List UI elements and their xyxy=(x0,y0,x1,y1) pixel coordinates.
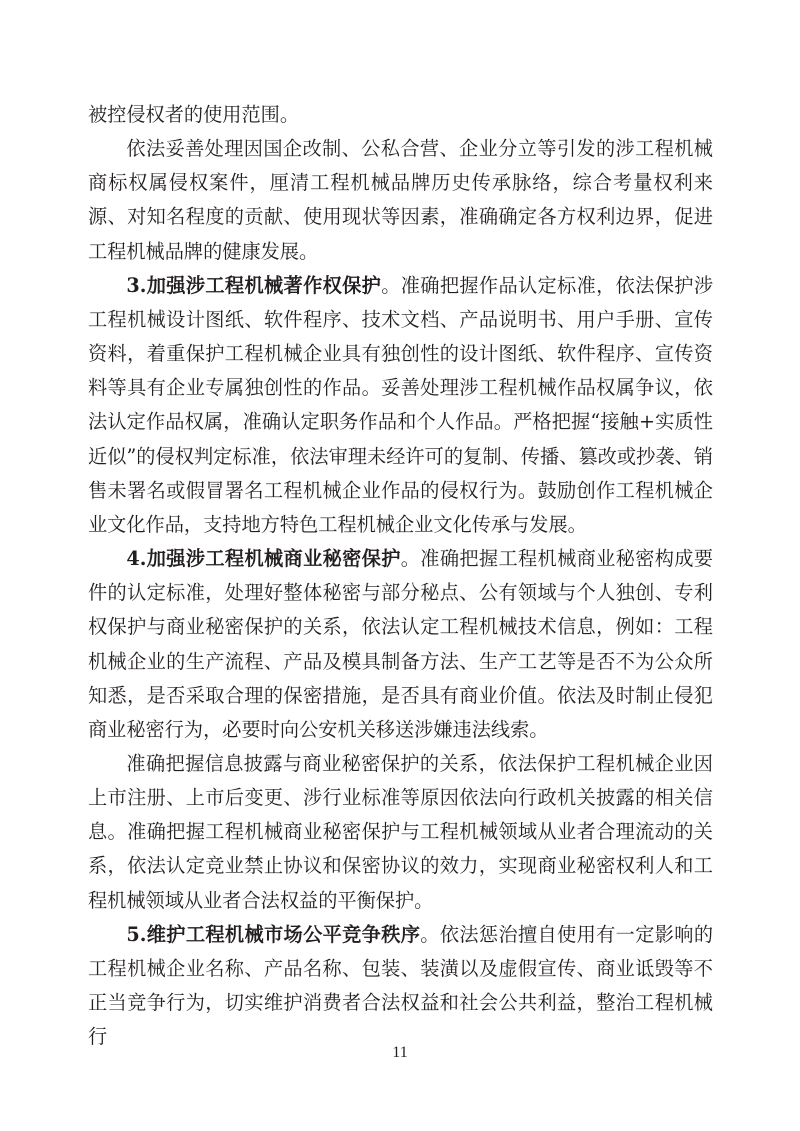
section-heading: 5.维护工程机械市场公平竞争秩序 xyxy=(126,922,421,946)
paragraph-competition xyxy=(88,918,713,1055)
paragraph-2 xyxy=(88,132,713,269)
body-text xyxy=(88,98,713,1054)
paragraph-trade-secret xyxy=(88,542,713,747)
paragraph-1 xyxy=(88,98,713,132)
section-heading: 3.加强涉工程机械著作权保护 xyxy=(126,273,382,297)
section-heading: 4.加强涉工程机械商业秘密保护 xyxy=(126,547,401,571)
paragraph-text: 。准确把握工程机械商业秘密构成要件的认定标准，处理好整体秘密与部分秘点、公有领域与个人独创、专利权保护与商业秘密保护的关系，依法认定工程机械技术信息，例如：工程机械企业的生产流程、产品及模具制备方法、生产工艺等是否不为公众所知悉，是否采取合理的保密措施，是否具有商业价值。依法及时制止侵犯商业秘密行为，必要时向公安机关移送涉嫌违法线索。 xyxy=(88,547,714,741)
paragraph-text: 依法妥善处理因国企改制、公私合营、企业分立等引发的涉工程机械商标权属侵权案件，厘清工程机械品牌历史传承脉络，综合考量权利来源、对知名程度的贡献、使用现状等因素，准确确定各方权利边界，促进工程机械品牌的健康发展。 xyxy=(88,137,713,263)
paragraph-disclosure xyxy=(88,747,713,918)
paragraph-text: 准确把握信息披露与商业秘密保护的关系，依法保护工程机械企业因上市注册、上市后变更、涉行业标准等原因依法向行政机关披露的相关信息。准确把握工程机械商业秘密保护与工程机械领域从业者合理流动的关系，依法认定竞业禁止协议和保密协议的效力，实现商业秘密权利人和工程机械领域从业者合法权益的平衡保护。 xyxy=(88,751,713,912)
paragraph-text: 被控侵权者的使用范围。 xyxy=(88,103,300,126)
paragraph-text: 。准确把握作品认定标准，依法保护涉工程机械设计图纸、软件程序、技术文档、产品说明书、用户手册、宣传资料，着重保护工程机械企业具有独创性的设计图纸、软件程序、宣传资料等具有企业专属独创性的作品。妥善处理涉工程机械作品权属争议，依法认定作品权属，准确认定职务作品和个人作品。严格把握“接触+实质性近似”的侵权判定标准，依法审理未经许可的复制、传播、篡改或抄袭、销售未署名或假冒署名工程机械企业作品的侵权行为。鼓励创作工程机械企业文化作品，支持地方特色工程机械企业文化传承与发展。 xyxy=(88,273,714,536)
page-number: 11 xyxy=(392,1044,408,1061)
paragraph-copyright xyxy=(88,269,713,542)
paragraph-text: 。依法惩治擅自使用有一定影响的工程机械企业名称、产品名称、包装、装潢以及虚假宣传、商业诋毁等不正当竞争行为，切实维护消费者合法权益和社会公共利益，整治工程机械行 xyxy=(88,922,714,1049)
